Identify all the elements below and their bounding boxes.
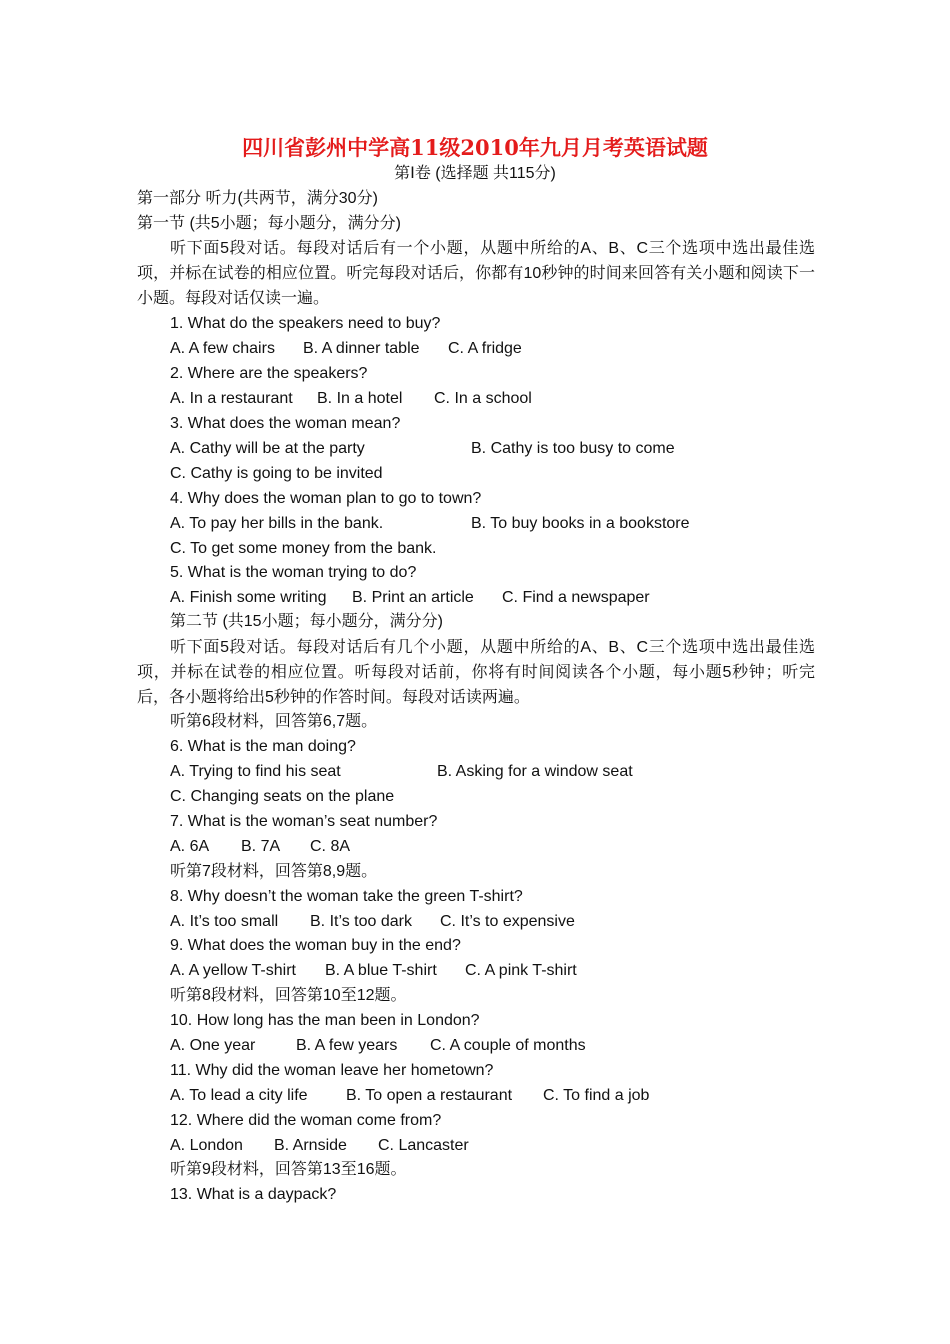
q10-option-c: C. A couple of months bbox=[430, 1037, 586, 1054]
question-7: 7. What is the woman’s seat number? bbox=[170, 813, 438, 830]
q10-option-a: A. One year bbox=[170, 1037, 256, 1054]
material-9-instruction: 听第9段材料，回答第13至16题。 bbox=[170, 1161, 407, 1178]
q12-option-a: A. London bbox=[170, 1137, 243, 1154]
q5-option-b: B. Print an article bbox=[352, 589, 474, 606]
q2-option-b: B. In a hotel bbox=[317, 390, 403, 407]
question-8-options bbox=[170, 911, 575, 933]
q8-option-c: C. It’s to expensive bbox=[440, 913, 575, 930]
question-9: 9. What does the woman buy in the end? bbox=[170, 937, 461, 954]
question-3: 3. What does the woman mean? bbox=[170, 415, 401, 432]
q3-option-a: A. Cathy will be at the party bbox=[170, 440, 365, 457]
q7-option-b: B. 7A bbox=[241, 838, 281, 855]
q6-option-c: C. Changing seats on the plane bbox=[170, 788, 395, 805]
question-8: 8. Why doesn’t the woman take the green T-shirt? bbox=[170, 888, 523, 905]
question-1: 1. What do the speakers need to buy? bbox=[170, 315, 441, 332]
section2-instructions: 听下面5段对话。每段对话后有几个小题，从题中所给的A、B、C三个选项中选出最佳选项，并标在试卷的相应位置。听每段对话前，你将有时间阅读各个小题，每小题5秒钟；听完后，各小题将给出5秒钟的作答时间。每段对话读两遍。 bbox=[137, 639, 815, 706]
question-3-options-row1 bbox=[170, 438, 675, 460]
question-11: 11. Why did the woman leave her hometown? bbox=[170, 1062, 494, 1079]
q9-option-a: A. A yellow T-shirt bbox=[170, 962, 296, 979]
q11-option-b: B. To open a restaurant bbox=[346, 1087, 513, 1104]
q3-option-b: B. Cathy is too busy to come bbox=[471, 440, 675, 457]
question-12: 12. Where did the woman come from? bbox=[170, 1112, 442, 1129]
section1-instructions: 听下面5段对话。每段对话后有一个小题，从题中所给的A、B、C三个选项中选出最佳选项，并标在试卷的相应位置。听完每段对话后，你都有10秒钟的时间来回答有关小题和阅读下一小题。每段对话仅读一遍。 bbox=[137, 240, 815, 307]
question-6: 6. What is the man doing? bbox=[170, 738, 356, 755]
q11-option-c: C. To find a job bbox=[543, 1087, 650, 1104]
q4-option-c: C. To get some money from the bank. bbox=[170, 540, 437, 557]
q4-option-b: B. To buy books in a bookstore bbox=[471, 515, 690, 532]
q12-option-c: C. Lancaster bbox=[378, 1137, 469, 1154]
question-7-options bbox=[170, 836, 350, 858]
q12-option-b: B. Arnside bbox=[274, 1137, 347, 1154]
q3-option-c: C. Cathy is going to be invited bbox=[170, 465, 383, 482]
question-12-options bbox=[170, 1135, 469, 1157]
question-4-options-row1 bbox=[170, 513, 690, 535]
q7-option-a: A. 6A bbox=[170, 838, 210, 855]
question-13: 13. What is a daypack? bbox=[170, 1186, 337, 1203]
q1-option-a: A. A few chairs bbox=[170, 340, 275, 357]
q9-option-b: B. A blue T-shirt bbox=[325, 962, 437, 979]
section2-heading: 第二节 (共15小题；每小题分，满分分) bbox=[170, 613, 443, 630]
q11-option-a: A. To lead a city life bbox=[170, 1087, 308, 1104]
question-1-options bbox=[170, 338, 522, 360]
q6-option-a: A. Trying to find his seat bbox=[170, 763, 341, 780]
q8-option-a: A. It’s too small bbox=[170, 913, 279, 930]
question-4: 4. Why does the woman plan to go to town? bbox=[170, 490, 482, 507]
material-6-instruction: 听第6段材料，回答第6,7题。 bbox=[170, 713, 378, 730]
q10-option-b: B. A few years bbox=[296, 1037, 398, 1054]
q9-option-c: C. A pink T-shirt bbox=[465, 962, 577, 979]
volume-subtitle: 第Ⅰ卷 (选择题 共115分) bbox=[394, 165, 556, 182]
q2-option-c: C. In a school bbox=[434, 390, 532, 407]
question-11-options bbox=[170, 1085, 649, 1107]
q1-option-c: C. A fridge bbox=[448, 340, 522, 357]
question-10-options bbox=[170, 1035, 586, 1057]
material-7-instruction: 听第7段材料，回答第8,9题。 bbox=[170, 863, 378, 880]
question-5-options bbox=[170, 587, 650, 609]
q5-option-c: C. Find a newspaper bbox=[502, 589, 650, 606]
q6-option-b: B. Asking for a window seat bbox=[437, 763, 633, 780]
q8-option-b: B. It’s too dark bbox=[310, 913, 412, 930]
question-6-options-row1 bbox=[170, 761, 633, 783]
q4-option-a: A. To pay her bills in the bank. bbox=[170, 515, 384, 532]
question-9-options bbox=[170, 960, 577, 982]
question-5: 5. What is the woman trying to do? bbox=[170, 564, 417, 581]
material-8-instruction: 听第8段材料，回答第10至12题。 bbox=[170, 987, 407, 1004]
exam-title: 四川省彭州中学高11级2010年九月月考英语试题 bbox=[242, 135, 708, 160]
q5-option-a: A. Finish some writing bbox=[170, 589, 327, 606]
question-10: 10. How long has the man been in London? bbox=[170, 1012, 480, 1029]
q2-option-a: A. In a restaurant bbox=[170, 390, 293, 407]
question-2-options bbox=[170, 388, 532, 410]
q7-option-c: C. 8A bbox=[310, 838, 351, 855]
section1-heading: 第一节 (共5小题；每小题分，满分分) bbox=[137, 215, 402, 232]
q1-option-b: B. A dinner table bbox=[303, 340, 420, 357]
part1-heading: 第一部分 听力(共两节，满分30分) bbox=[137, 190, 378, 207]
question-2: 2. Where are the speakers? bbox=[170, 365, 368, 382]
